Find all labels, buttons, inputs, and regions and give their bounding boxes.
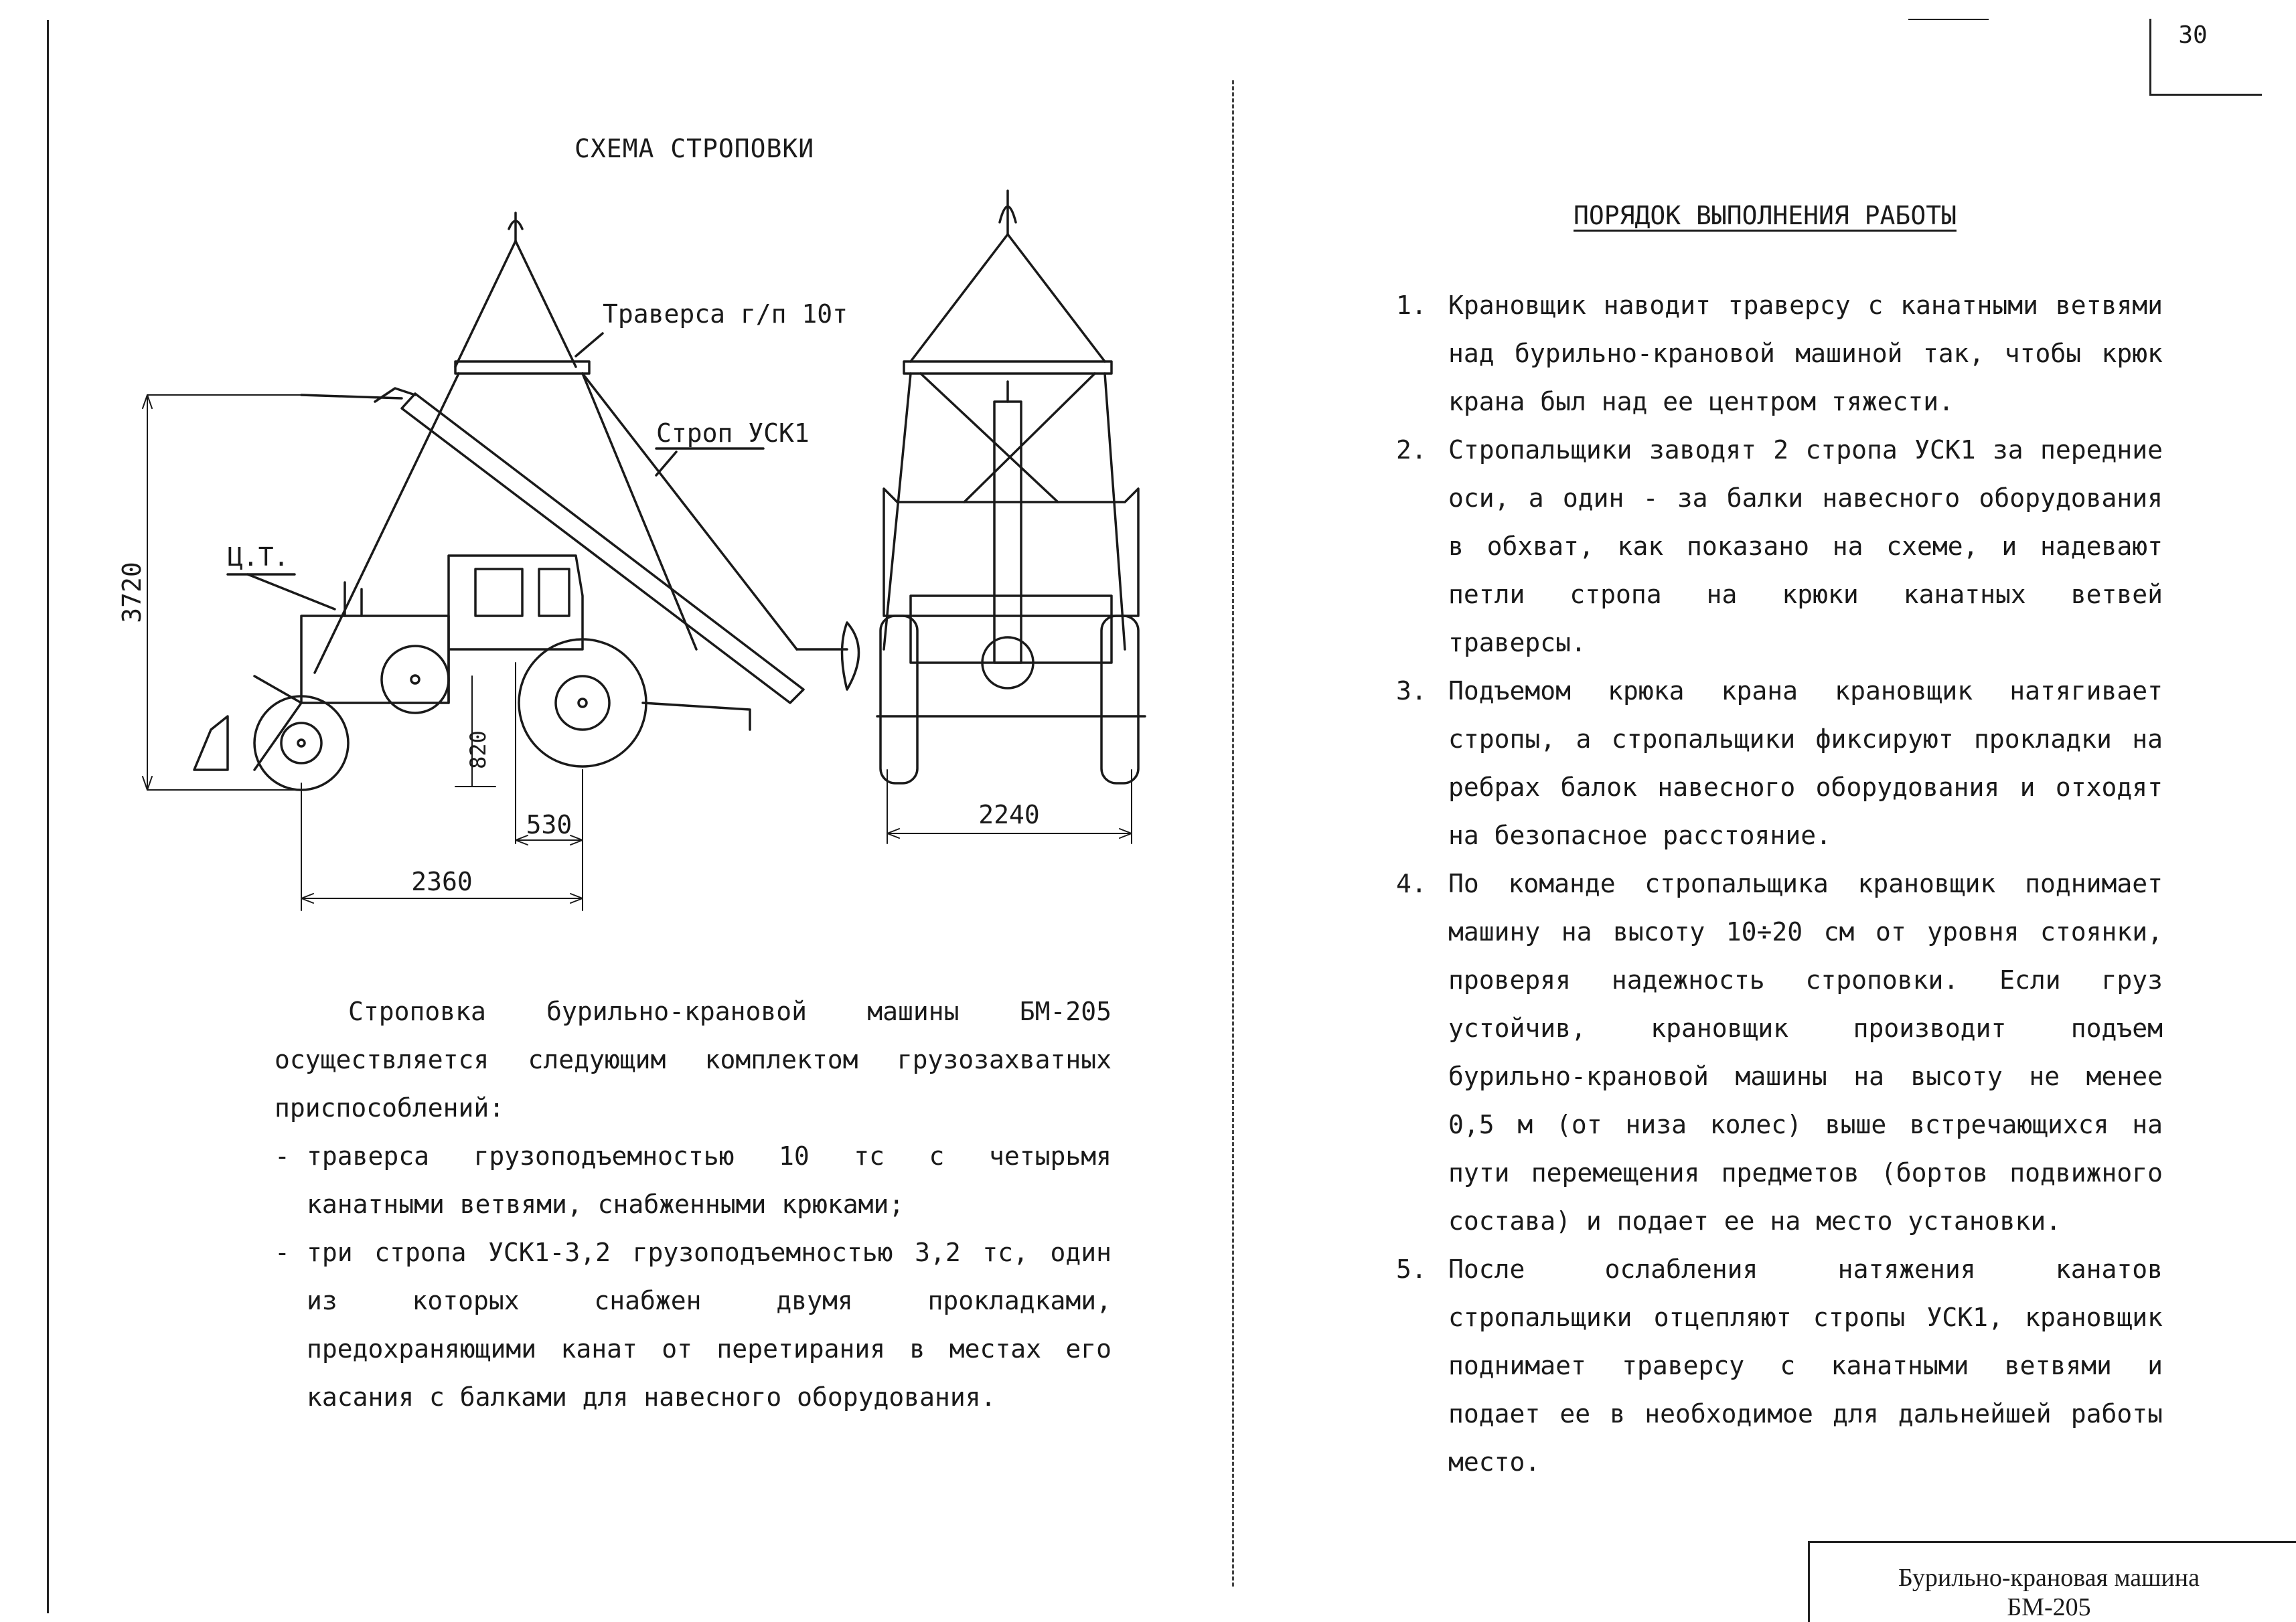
work-step (1396, 1245, 2163, 1486)
dim-cg-offset: 530 (526, 810, 572, 839)
dim-height: 3720 (117, 562, 147, 623)
description-intro: Строповка бурильно-крановой машины БМ-205 осуществляется следующим комплектом грузозахватных приспособлений: (275, 997, 1112, 1123)
bullet-dash: - (275, 1141, 290, 1171)
work-steps-list (1396, 281, 2163, 1486)
step-number: 3. (1396, 676, 1427, 706)
step-number: 5. (1396, 1254, 1427, 1284)
step-text: Подъемом крюка крана крановщик натягивает стропы, а стропальщики фиксируют прокладки на ребрах балок навесного оборудования и отходят на безопасное расстояние. (1448, 676, 2163, 850)
dim-width: 2240 (978, 800, 1040, 829)
slinging-diagram (117, 181, 1178, 937)
step-text: Крановщик наводит траверсу с канатными ветвями над бурильно-крановой машиной так, чтобы крюк крана был над ее центром тяжести. (1448, 291, 2163, 416)
work-step (1396, 667, 2163, 860)
step-text: После ослабления натяжения канатов стропальщики отцепляют стропы УСК1, крановщик поднимает траверсу с канатными ветвями и подает ее в необходимое для дальнейшей работы место. (1448, 1254, 2163, 1477)
callout-sling: Строп УСК1 (656, 418, 810, 448)
callout-traverse: Траверса г/п 10т (603, 299, 848, 329)
slinging-description (275, 987, 1112, 1421)
step-text: По команде стропальщика крановщик поднимает машину на высоту 10÷20 см от уровня стоянки, проверяя надежность строповки. Если груз устойчив, крановщик производит подъем бурильно-крановой машины на высоту не менее 0,5 м (от низа колес) выше встречающихся на пути перемещения предметов (бортов подвижного состава) и подает ее на место установки. (1448, 869, 2163, 1236)
title-block-line2: БМ-205 (2007, 1593, 2091, 1621)
dim-cg-height: 820 (465, 730, 491, 769)
title-block-text (1808, 1563, 2290, 1622)
dim-length: 2360 (411, 867, 473, 896)
title-block-line1: Бурильно-крановая машина (1898, 1564, 2200, 1592)
step-text: Стропальщики заводят 2 стропа УСК1 за передние оси, а один - за балки навесного оборудования в обхват, как показано на схеме, и надевают петли стропа на крюки канатных ветвей траверсы. (1448, 435, 2163, 657)
work-step (1396, 281, 2163, 426)
work-step (1396, 426, 2163, 667)
scheme-title: СХЕМА СТРОПОВКИ (575, 134, 815, 163)
front-view (877, 191, 1145, 843)
step-number: 1. (1396, 291, 1427, 320)
page-number: 30 (2178, 21, 2208, 49)
step-number: 2. (1396, 435, 1427, 465)
top-right-tick (1908, 19, 1989, 20)
bullet-dash: - (275, 1238, 290, 1267)
callout-cg: Ц.Т. (228, 542, 289, 572)
step-number: 4. (1396, 869, 1427, 898)
equipment-item (275, 1228, 1112, 1421)
work-step (1396, 860, 2163, 1245)
page-fold (1232, 80, 1234, 1587)
equipment-item-text: траверса грузоподъемностью 10 тс с четырьмя канатными ветвями, снабженными крюками; (307, 1141, 1112, 1219)
left-margin-line (47, 20, 49, 1613)
equipment-item-text: три стропа УСК1-3,2 грузоподъемностью 3,2 тс, один из которых снабжен двумя прокладками, предохраняющими канат от перетирания в местах его касания с балками для навесного оборудования. (307, 1238, 1112, 1412)
section-title: ПОРЯДОК ВЫПОЛНЕНИЯ РАБОТЫ (1574, 201, 1957, 230)
equipment-item (275, 1132, 1112, 1228)
